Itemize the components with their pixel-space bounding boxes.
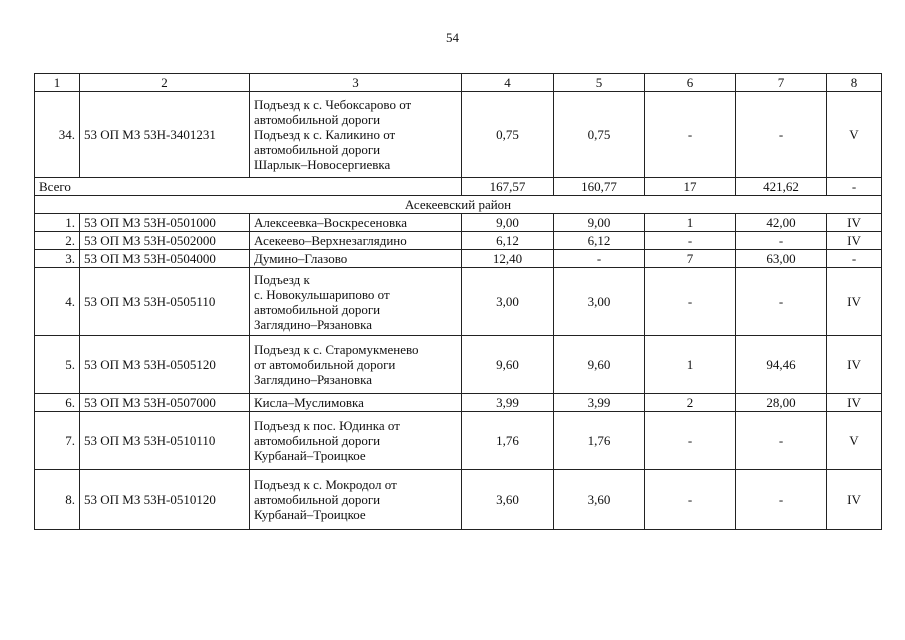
road-name bbox=[250, 394, 462, 412]
road-category: IV bbox=[827, 214, 882, 232]
roads-table bbox=[34, 73, 882, 530]
road-name bbox=[250, 470, 462, 530]
row-number: 2. bbox=[35, 232, 80, 250]
road-name bbox=[250, 412, 462, 470]
table-row bbox=[35, 394, 882, 412]
total-row bbox=[35, 178, 882, 196]
row-number: 6. bbox=[35, 394, 80, 412]
road-category: IV bbox=[827, 268, 882, 336]
road-name-line: автомобильной дороги bbox=[254, 112, 381, 127]
bridges-count: 2 bbox=[645, 394, 736, 412]
row-number: 34. bbox=[35, 92, 80, 178]
total-bridges-length: 421,62 bbox=[736, 178, 827, 196]
length-hard-surface: 1,76 bbox=[554, 412, 645, 470]
bridges-length: 42,00 bbox=[736, 214, 827, 232]
header-cell-6: 6 bbox=[645, 74, 736, 92]
table-row bbox=[35, 412, 882, 470]
length-total: 12,40 bbox=[462, 250, 554, 268]
length-hard-surface: 3,99 bbox=[554, 394, 645, 412]
bridges-length: 28,00 bbox=[736, 394, 827, 412]
length-hard-surface: 3,60 bbox=[554, 470, 645, 530]
total-length: 167,57 bbox=[462, 178, 554, 196]
road-code: 53 ОП МЗ 53Н-3401231 bbox=[80, 92, 250, 178]
road-code: 53 ОП МЗ 53Н-0510110 bbox=[80, 412, 250, 470]
header-cell-8: 8 bbox=[827, 74, 882, 92]
road-name-line: Подъезд к с. Каликино от bbox=[254, 127, 396, 142]
length-hard-surface: 6,12 bbox=[554, 232, 645, 250]
road-name bbox=[250, 268, 462, 336]
header-cell-3: 3 bbox=[250, 74, 462, 92]
road-name-line: Курбанай–Троицкое bbox=[254, 507, 366, 522]
road-name-line: Курбанай–Троицкое bbox=[254, 448, 366, 463]
table-row bbox=[35, 470, 882, 530]
bridges-length: 94,46 bbox=[736, 336, 827, 394]
road-name-line: Подъезд к пос. Юдинка от bbox=[254, 418, 400, 433]
road-name-line: от автомобильной дороги bbox=[254, 357, 396, 372]
road-code: 53 ОП МЗ 53Н-0501000 bbox=[80, 214, 250, 232]
road-name bbox=[250, 232, 462, 250]
road-category: IV bbox=[827, 394, 882, 412]
road-name-line: Думино–Глазово bbox=[254, 251, 348, 266]
bridges-count: 7 bbox=[645, 250, 736, 268]
road-name-line: Заглядино–Рязановка bbox=[254, 372, 373, 387]
row-number: 1. bbox=[35, 214, 80, 232]
road-code: 53 ОП МЗ 53Н-0505120 bbox=[80, 336, 250, 394]
total-hard-surface: 160,77 bbox=[554, 178, 645, 196]
road-code: 53 ОП МЗ 53Н-0505110 bbox=[80, 268, 250, 336]
road-name-line: Заглядино–Рязановка bbox=[254, 316, 373, 332]
row-number: 7. bbox=[35, 412, 80, 470]
road-category: IV bbox=[827, 470, 882, 530]
page-number: 54 bbox=[446, 30, 459, 45]
bridges-length: - bbox=[736, 412, 827, 470]
length-hard-surface: 3,00 bbox=[554, 268, 645, 336]
length-hard-surface: 9,00 bbox=[554, 214, 645, 232]
length-total: 1,76 bbox=[462, 412, 554, 470]
length-total: 9,60 bbox=[462, 336, 554, 394]
road-category: V bbox=[827, 92, 882, 178]
road-name-line: автомобильной дороги bbox=[254, 492, 381, 507]
road-code: 53 ОП МЗ 53Н-0510120 bbox=[80, 470, 250, 530]
road-name-line: Подъезд к bbox=[254, 271, 310, 287]
length-total: 3,00 bbox=[462, 268, 554, 336]
length-hard-surface: 0,75 bbox=[554, 92, 645, 178]
table-header-row bbox=[35, 74, 882, 92]
table-row bbox=[35, 336, 882, 394]
row-number: 5. bbox=[35, 336, 80, 394]
road-name-line: Кисла–Муслимовка bbox=[254, 395, 364, 410]
road-name-line: автомобильной дороги bbox=[254, 433, 381, 448]
length-total: 6,12 bbox=[462, 232, 554, 250]
road-name bbox=[250, 336, 462, 394]
bridges-count: 1 bbox=[645, 214, 736, 232]
road-name-line: Подъезд к с. Чебоксарово от bbox=[254, 97, 412, 112]
header-cell-7: 7 bbox=[736, 74, 827, 92]
bridges-length: - bbox=[736, 92, 827, 178]
table-row bbox=[35, 232, 882, 250]
bridges-count: - bbox=[645, 232, 736, 250]
bridges-count: - bbox=[645, 92, 736, 178]
header-cell-1: 1 bbox=[35, 74, 80, 92]
table-row bbox=[35, 214, 882, 232]
total-label: Всего bbox=[35, 178, 462, 196]
header-cell-5: 5 bbox=[554, 74, 645, 92]
bridges-length: 63,00 bbox=[736, 250, 827, 268]
table-row bbox=[35, 92, 882, 178]
table-row bbox=[35, 250, 882, 268]
road-code: 53 ОП МЗ 53Н-0507000 bbox=[80, 394, 250, 412]
bridges-count: - bbox=[645, 268, 736, 336]
road-name bbox=[250, 250, 462, 268]
district-heading: Асекеевский район bbox=[35, 196, 882, 214]
road-category: IV bbox=[827, 232, 882, 250]
bridges-count: - bbox=[645, 412, 736, 470]
total-category: - bbox=[827, 178, 882, 196]
bridges-length: - bbox=[736, 268, 827, 336]
road-category: IV bbox=[827, 336, 882, 394]
road-name-line: с. Новокульшарипово от bbox=[254, 286, 390, 302]
length-total: 3,60 bbox=[462, 470, 554, 530]
length-hard-surface: - bbox=[554, 250, 645, 268]
row-number: 8. bbox=[35, 470, 80, 530]
road-name bbox=[250, 214, 462, 232]
district-row bbox=[35, 196, 882, 214]
row-number: 4. bbox=[35, 268, 80, 336]
road-code: 53 ОП МЗ 53Н-0504000 bbox=[80, 250, 250, 268]
road-name-line: Алексеевка–Воскресеновка bbox=[254, 215, 407, 230]
length-total: 0,75 bbox=[462, 92, 554, 178]
road-category: V bbox=[827, 412, 882, 470]
road-code: 53 ОП МЗ 53Н-0502000 bbox=[80, 232, 250, 250]
road-name-line: Шарлык–Новосергиевка bbox=[254, 157, 391, 172]
bridges-length: - bbox=[736, 470, 827, 530]
road-name-line: Подъезд к с. Мокродол от bbox=[254, 477, 397, 492]
length-total: 3,99 bbox=[462, 394, 554, 412]
total-bridges-count: 17 bbox=[645, 178, 736, 196]
road-name bbox=[250, 92, 462, 178]
length-total: 9,00 bbox=[462, 214, 554, 232]
road-name-line: автомобильной дороги bbox=[254, 301, 381, 317]
row-number: 3. bbox=[35, 250, 80, 268]
length-hard-surface: 9,60 bbox=[554, 336, 645, 394]
bridges-count: - bbox=[645, 470, 736, 530]
road-name-line: автомобильной дороги bbox=[254, 142, 381, 157]
header-cell-4: 4 bbox=[462, 74, 554, 92]
header-cell-2: 2 bbox=[80, 74, 250, 92]
road-name-line: Асекеево–Верхнезаглядино bbox=[254, 233, 407, 248]
road-category: - bbox=[827, 250, 882, 268]
bridges-length: - bbox=[736, 232, 827, 250]
table-row bbox=[35, 268, 882, 336]
road-name-line: Подъезд к с. Старомукменево bbox=[254, 342, 419, 357]
bridges-count: 1 bbox=[645, 336, 736, 394]
